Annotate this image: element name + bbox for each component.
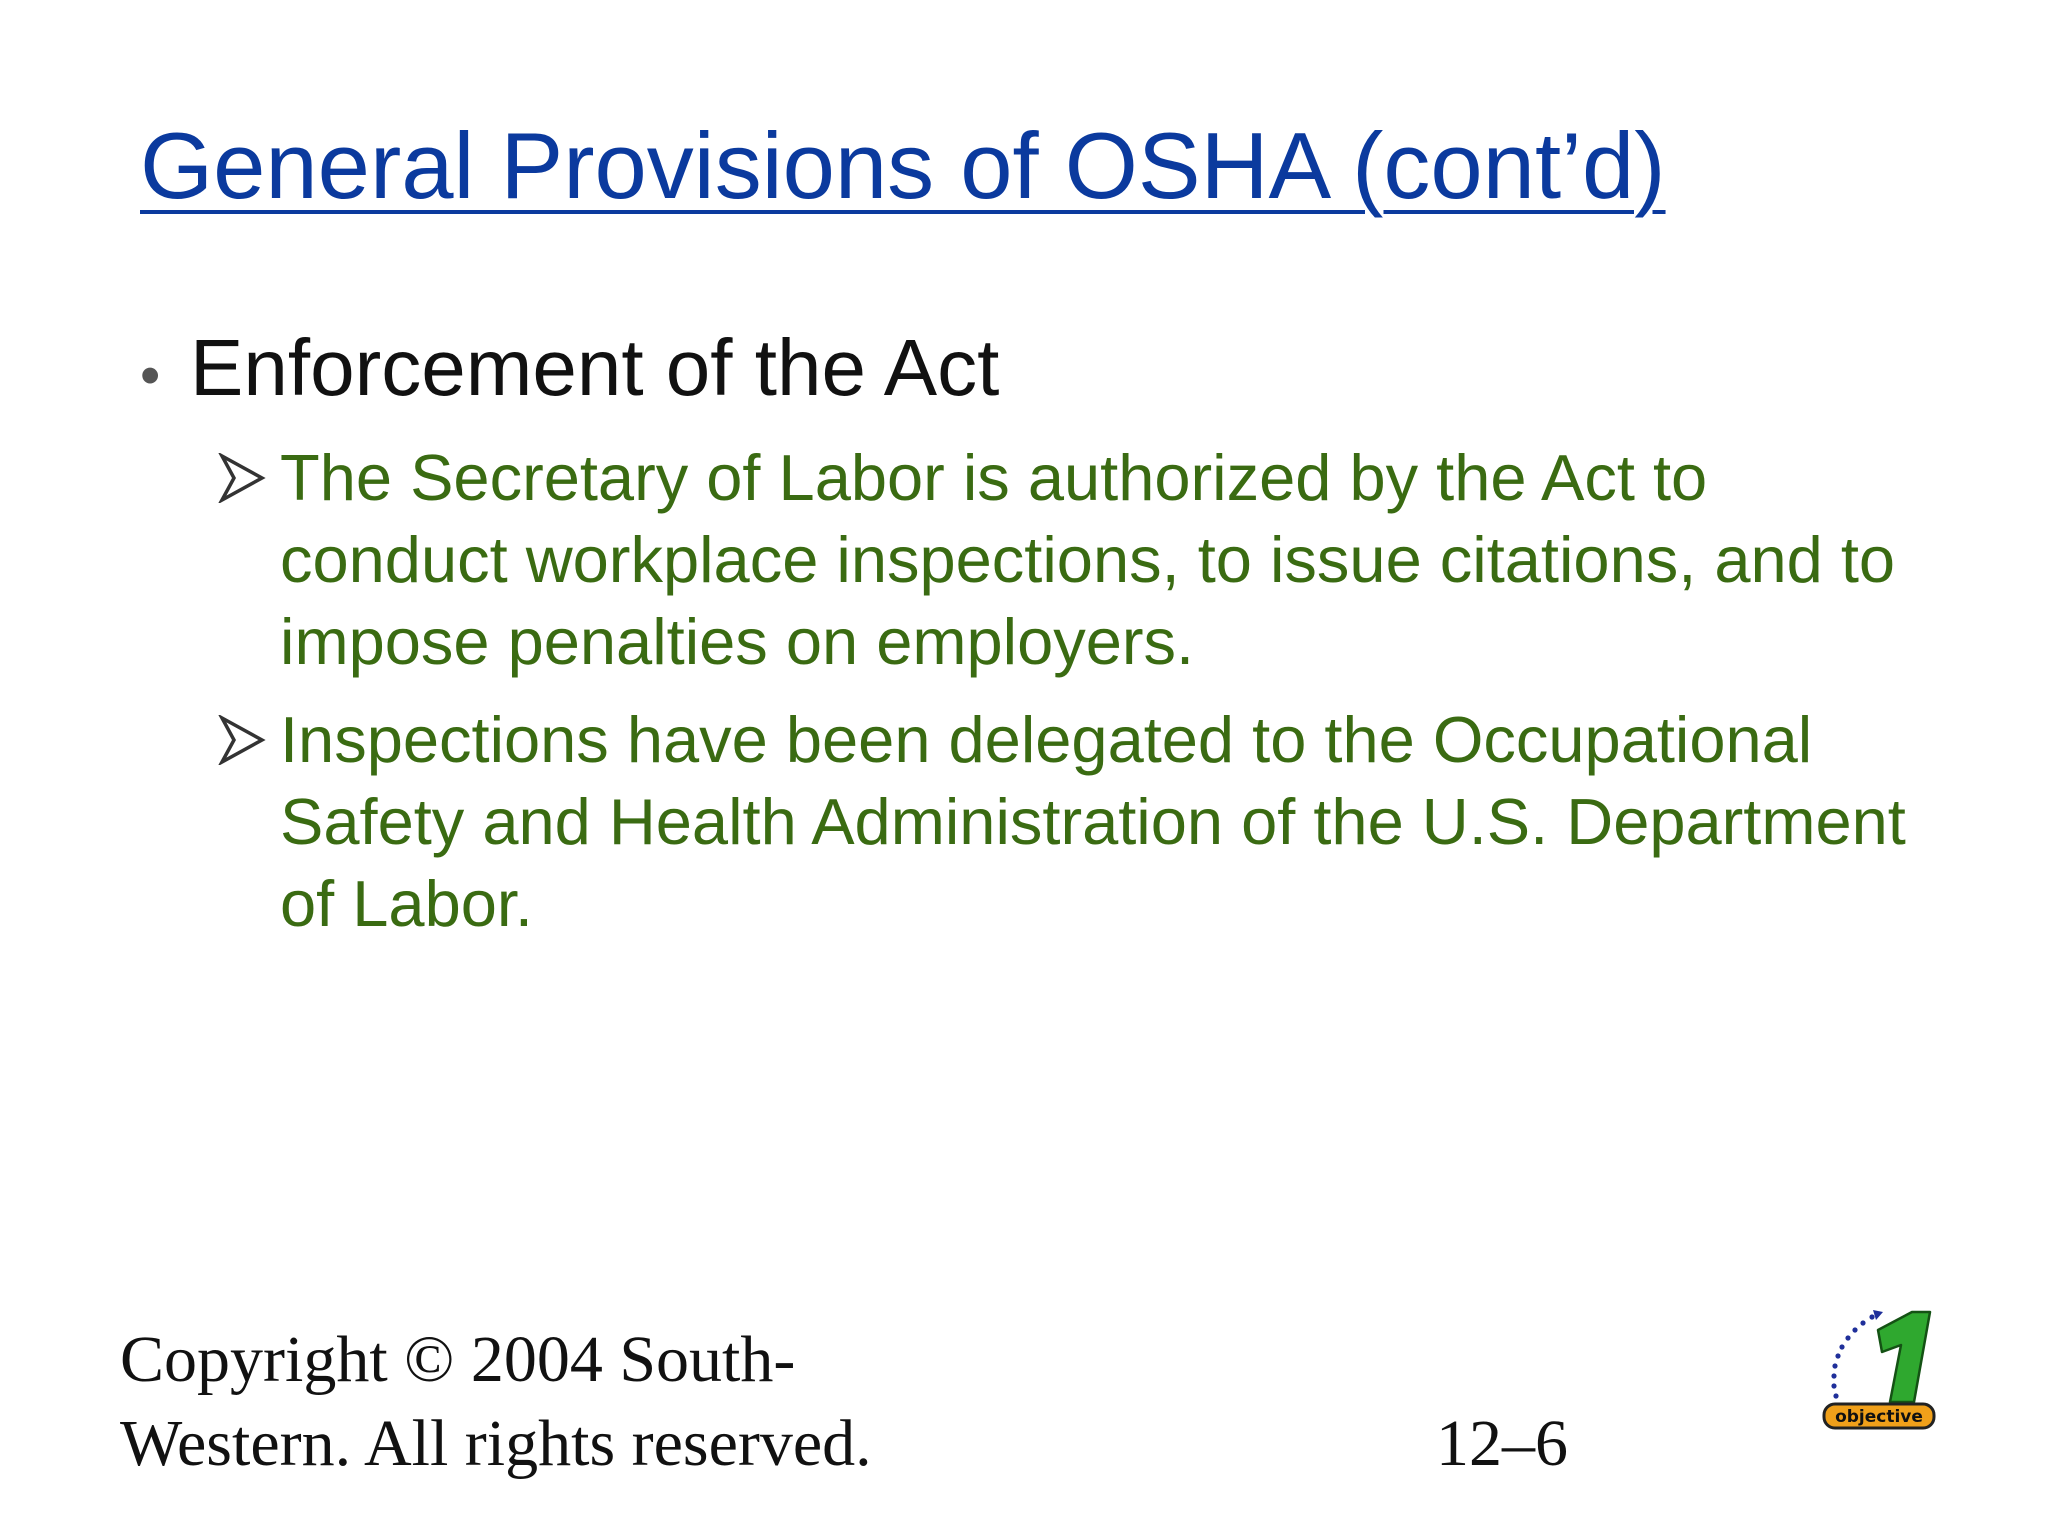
bullet-text: Enforcement of the Act xyxy=(190,323,1000,412)
sub-bullet-item xyxy=(218,437,1918,683)
copyright-line: Copyright © 2004 South- xyxy=(120,1323,796,1396)
copyright-notice xyxy=(120,1318,872,1486)
sub-bullet-text: The Secretary of Labor is authorized by the Act to conduct workplace inspections, to issue citations, and to impose penalties on employers. xyxy=(280,441,1896,678)
objective-label: objective xyxy=(1835,1407,1923,1427)
page-number: 12–6 xyxy=(1436,1407,1568,1480)
slide-title: General Provisions of OSHA (cont’d) xyxy=(140,113,1666,218)
bullet-dot-icon: • xyxy=(140,343,161,408)
bullet-item xyxy=(140,322,999,414)
objective-badge-icon xyxy=(1820,1300,1940,1435)
arrow-bullet-icon xyxy=(218,699,280,781)
sub-bullet-text: Inspections have been delegated to the Occupational Safety and Health Administration of the U.S. Department of Labor. xyxy=(280,703,1906,940)
copyright-line: Western. All rights reserved. xyxy=(120,1407,872,1480)
arrow-bullet-icon xyxy=(218,437,280,519)
sub-bullet-item xyxy=(218,699,1918,945)
